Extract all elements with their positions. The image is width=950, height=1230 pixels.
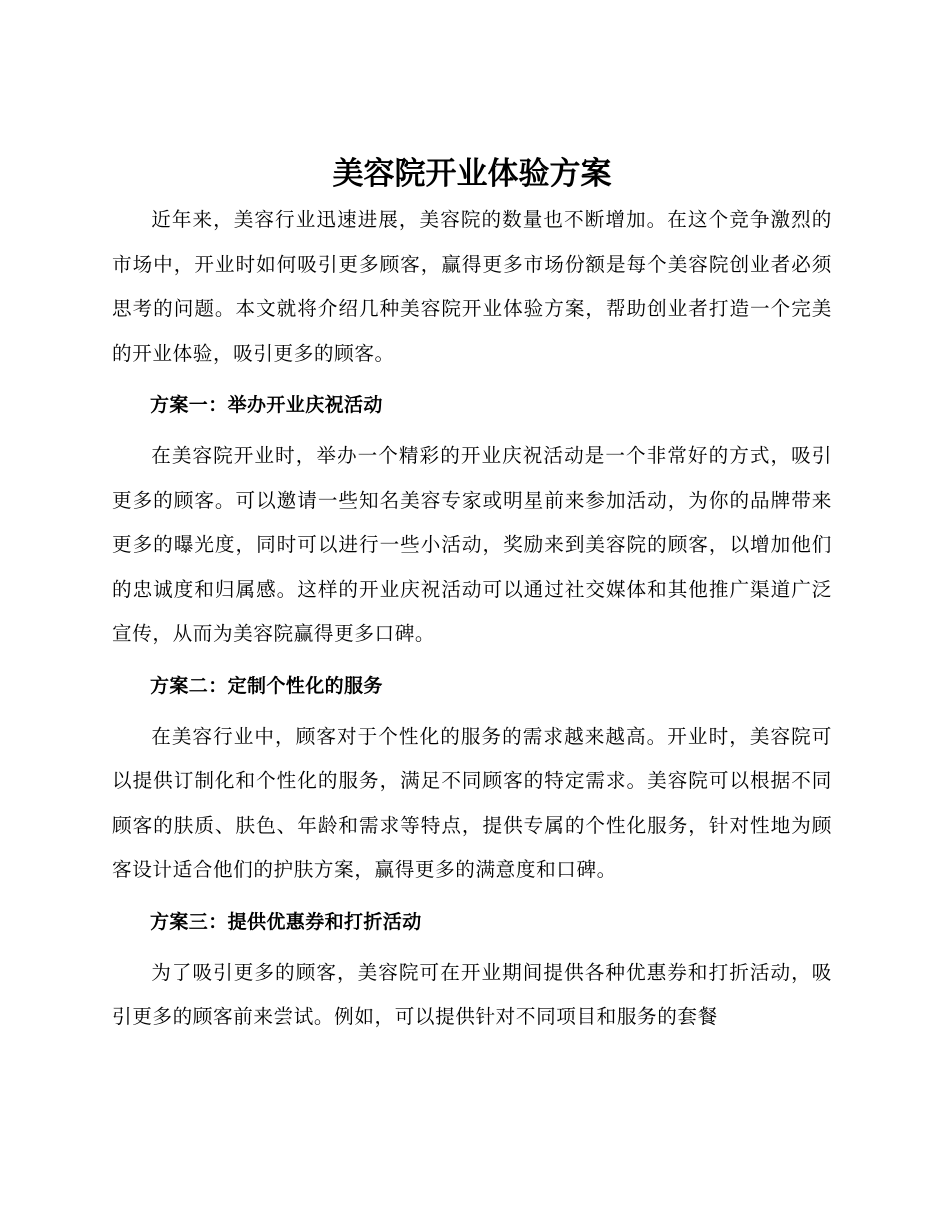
section-heading-1: 方案一：举办开业庆祝活动 (150, 394, 383, 416)
section-body-2: 在美容行业中，顾客对于个性化的服务的需求越来越高。开业时，美容院可以提供订制化和个性化的服务，满足不同顾客的特定需求。美容院可以根据不同顾客的肤质、肤色、年龄和需求等特点，提供专属的个性化服务，针对性地为顾客设计适合他们的护肤方案，赢得更多的满意度和口碑。 (112, 724, 832, 881)
section-heading-2: 方案二：定制个性化的服务 (150, 674, 383, 697)
intro-paragraph: 近年来，美容行业迅速进展，美容院的数量也不断增加。在这个竞争激烈的市场中，开业时如何吸引更多顾客，赢得更多市场份额是每个美容院创业者必须思考的问题。本文就将介绍几种美容院开业体验方案，帮助创业者打造一个完美的开业体验，吸引更多的顾客。 (112, 208, 832, 365)
section-body-1: 在美容院开业时，举办一个精彩的开业庆祝活动是一个非常好的方式，吸引更多的顾客。可以邀请一些知名美容专家或明星前来参加活动，为你的品牌带来更多的曝光度，同时可以进行一些小活动，奖励来到美容院的顾客，以增加他们的忠诚度和归属感。这样的开业庆祝活动可以通过社交媒体和其他推广渠道广泛宣传，从而为美容院赢得更多口碑。 (112, 444, 832, 645)
section-body-3: 为了吸引更多的顾客，美容院可在开业期间提供各种优惠券和打折活动，吸引更多的顾客前来尝试。例如，可以提供针对不同项目和服务的套餐 (112, 960, 832, 1028)
section-heading-3: 方案三：提供优惠券和打折活动 (150, 910, 422, 933)
document-title: 美容院开业体验方案 (332, 156, 612, 192)
document-page (112, 150, 832, 1040)
